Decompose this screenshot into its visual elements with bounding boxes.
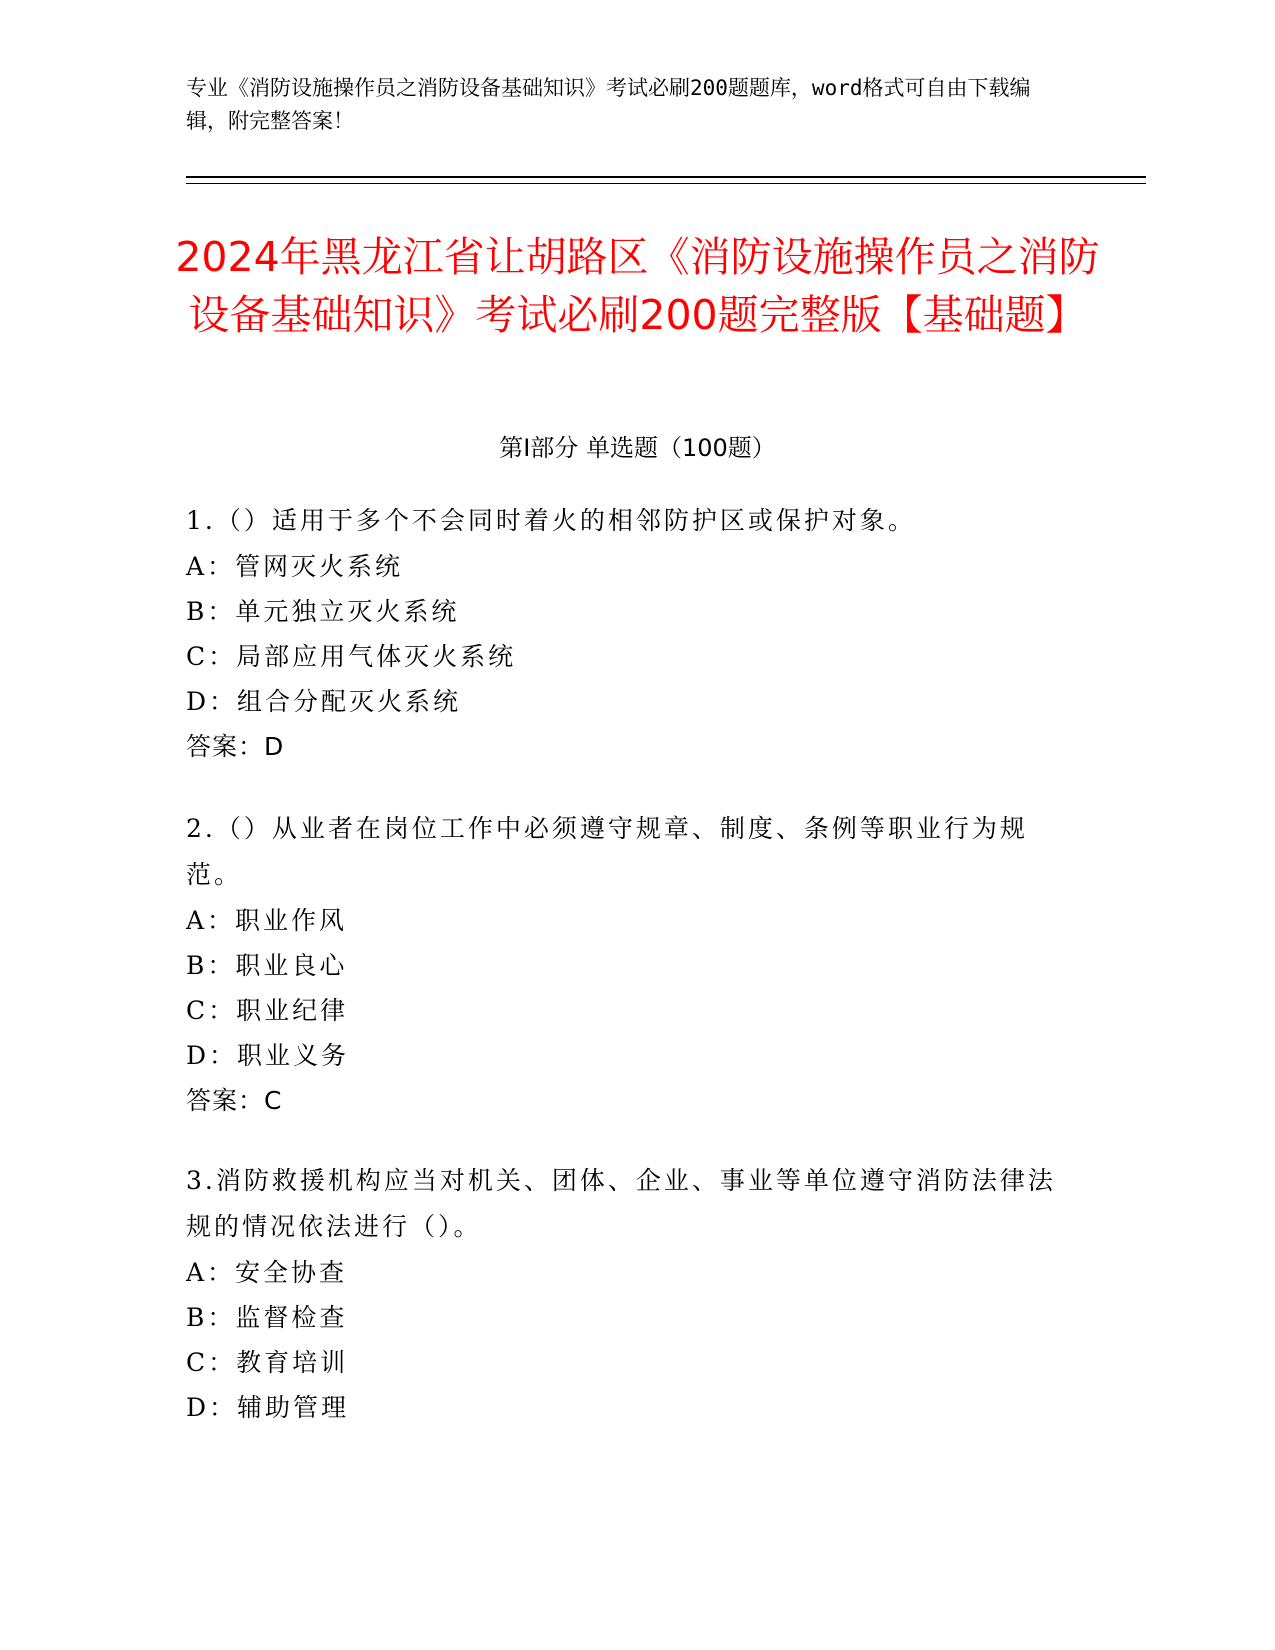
header-divider-thin [186,183,1146,184]
question-3 [186,1158,1066,1430]
option-d: D：辅助管理 [186,1393,350,1422]
option-a: A：安全协查 [186,1258,348,1287]
question-1 [186,498,1066,769]
document-title: 2024年黑龙江省让胡路区《消防设施操作员之消防设备基础知识》考试必刷200题完整版【基础题】 [175,233,1100,339]
option-a: A：职业作风 [186,906,348,935]
header-divider [186,176,1146,178]
option-d: D：职业义务 [186,1041,350,1070]
option-d: D：组合分配灭火系统 [186,687,462,716]
answer: 答案：D [186,732,285,761]
option-b: B：监督检查 [186,1303,348,1332]
option-a: A：管网灭火系统 [186,552,404,581]
option-b: B：单元独立灭火系统 [186,597,460,626]
question-text: 1.（）适用于多个不会同时着火的相邻防护区或保护对象。 [186,506,916,535]
answer: 答案：C [186,1086,283,1115]
header-note: 专业《消防设施操作员之消防设备基础知识》考试必刷200题题库，word格式可自由下载编辑，附完整答案！ [186,76,1031,133]
option-c: C：教育培训 [186,1348,349,1377]
question-2 [186,806,1066,1123]
option-b: B：职业良心 [186,951,348,980]
option-c: C：职业纪律 [186,996,349,1025]
option-c: C：局部应用气体灭火系统 [186,642,517,671]
section-heading: 第Ⅰ部分 单选题（100题） [499,434,776,462]
question-text: 2.（）从业者在岗位工作中必须遵守规章、制度、条例等职业行为规范。 [186,814,1028,889]
question-text: 3.消防救援机构应当对机关、团体、企业、事业等单位遵守消防法律法规的情况依法进行（）。 [186,1166,1056,1241]
